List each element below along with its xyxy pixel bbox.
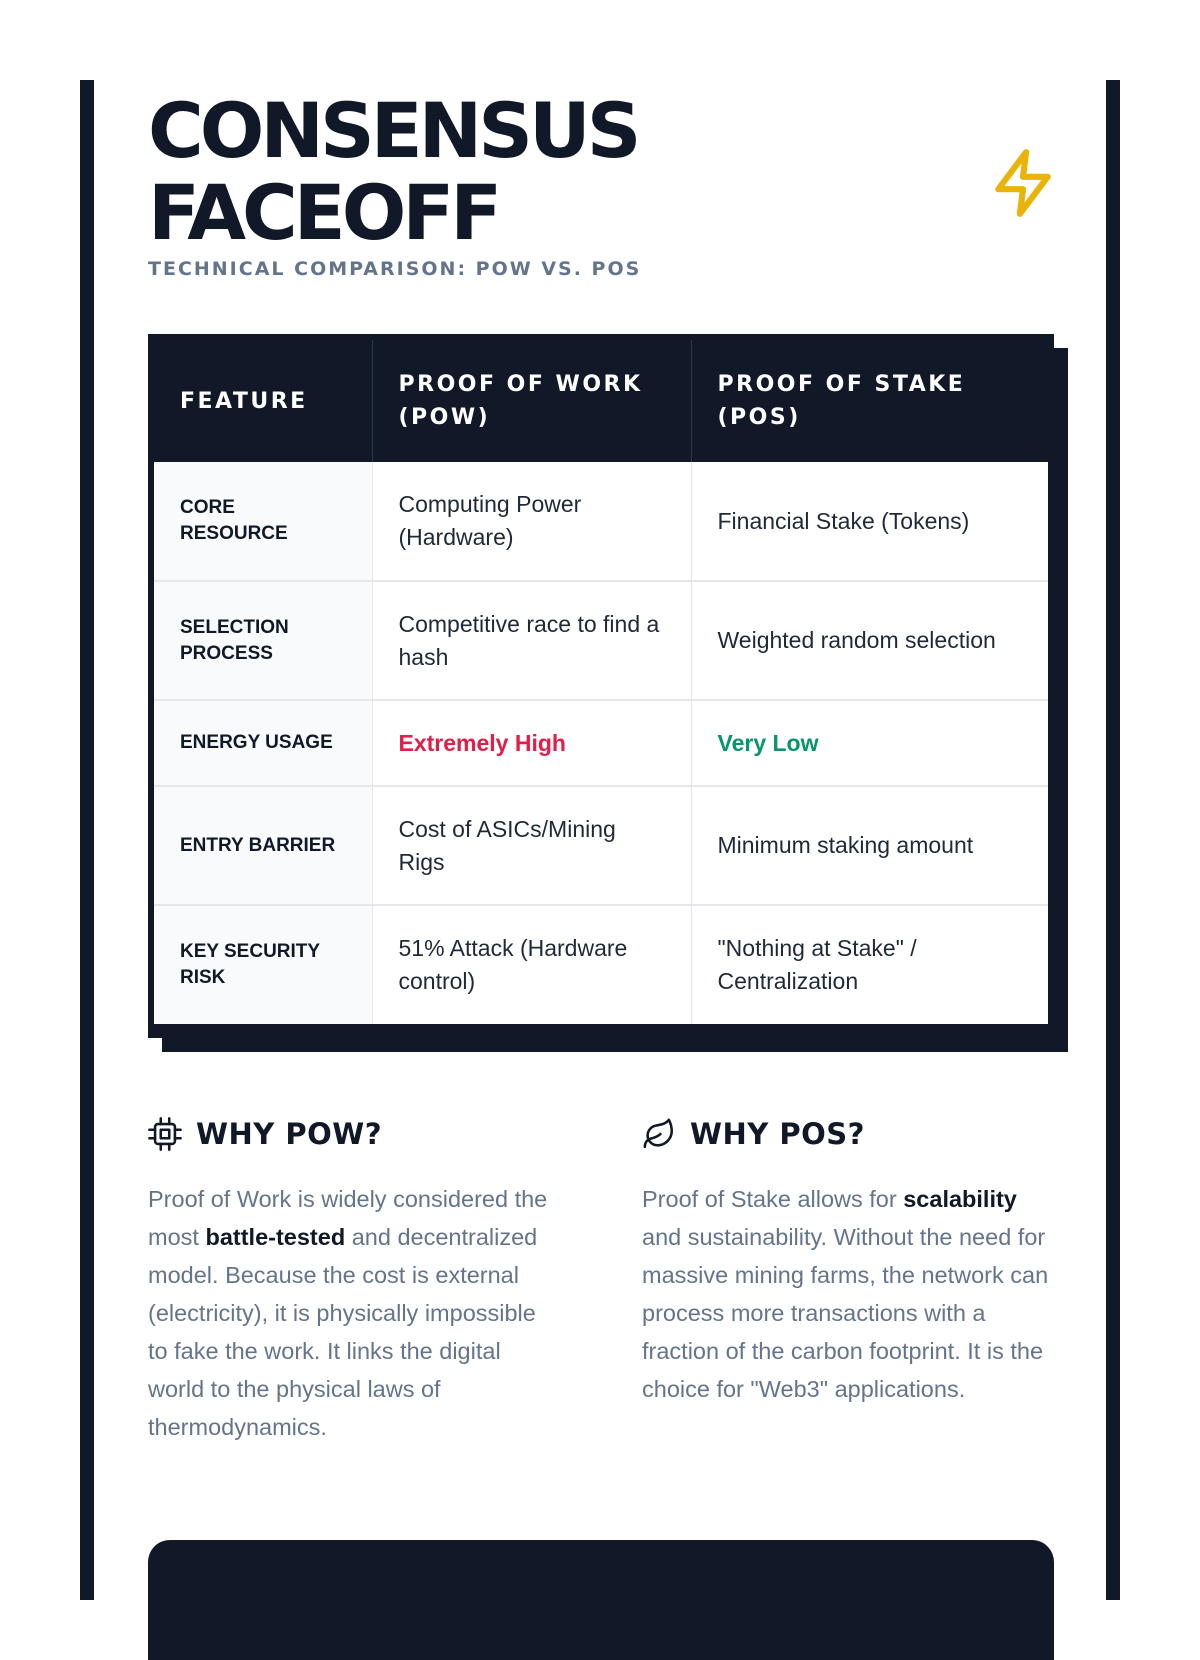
comparison-table-container: [148, 334, 1054, 1038]
why-pow-heading: [148, 1114, 560, 1154]
pow-cell: 51% Attack (Hardware control): [372, 905, 691, 1024]
table-row: [154, 905, 1048, 1024]
table-row: [154, 462, 1048, 581]
header-pow: PROOF OF WORK (POW): [372, 340, 691, 462]
why-pos-emphasis: scalability: [903, 1186, 1017, 1212]
lightning-bolt-icon: [986, 146, 1060, 220]
feature-cell: KEY SECURITY RISK: [154, 905, 372, 1024]
footer-panel: [148, 1540, 1054, 1660]
pos-cell: Minimum staking amount: [691, 786, 1048, 905]
pow-cell: Competitive race to find a hash: [372, 581, 691, 700]
pos-cell: "Nothing at Stake" / Centralization: [691, 905, 1048, 1024]
pos-cell: Financial Stake (Tokens): [691, 462, 1048, 581]
comparison-table: [154, 340, 1048, 1024]
why-pow-text-part: and decentralized model. Because the cost is external (electricity), it is physically impossible to fake the work. It links the digital world to the physical laws of thermodynamics.: [148, 1224, 538, 1440]
cpu-chip-icon: [148, 1117, 182, 1151]
page-border-right: [1106, 80, 1120, 1600]
feature-cell: CORE RESOURCE: [154, 462, 372, 581]
why-pow-section: [148, 1114, 560, 1446]
why-pow-text: [148, 1180, 560, 1446]
pow-cell: Cost of ASICs/Mining Rigs: [372, 786, 691, 905]
why-pos-heading: [642, 1114, 1054, 1154]
page-subtitle: TECHNICAL COMPARISON: POW VS. POS: [148, 258, 642, 280]
why-pos-text: [642, 1180, 1054, 1408]
feature-cell: ENTRY BARRIER: [154, 786, 372, 905]
pos-cell: Weighted random selection: [691, 581, 1048, 700]
page-border-left: [80, 80, 94, 1600]
leaf-icon: [642, 1117, 676, 1151]
why-pow-emphasis: battle-tested: [205, 1224, 346, 1250]
table-frame: [148, 334, 1054, 1038]
why-pow-text-part: Proof of Work is widely considered the most: [148, 1186, 548, 1250]
header-feature: FEATURE: [154, 340, 372, 462]
energy-high-value: Extremely High: [398, 729, 566, 756]
why-pos-text-part: and sustainability. Without the need for massive mining farms, the network can process more transactions with a fraction of the carbon footprint. It is the choice for "Web3" applications.: [642, 1224, 1049, 1402]
pow-cell: Computing Power (Hardware): [372, 462, 691, 581]
energy-low-value: Very Low: [717, 729, 819, 756]
pow-cell: [372, 700, 691, 786]
pos-cell: [691, 700, 1048, 786]
table-header-row: [154, 340, 1048, 462]
table-row: [154, 786, 1048, 905]
table-row: [154, 700, 1048, 786]
why-pos-section: [642, 1114, 1054, 1408]
feature-cell: SELECTION PROCESS: [154, 581, 372, 700]
why-pow-title: WHY POW?: [196, 1117, 383, 1151]
header-pos: PROOF OF STAKE (POS): [691, 340, 1048, 462]
main-content: [148, 86, 1054, 1440]
feature-cell: ENERGY USAGE: [154, 700, 372, 786]
why-pos-title: WHY POS?: [690, 1117, 865, 1151]
table-row: [154, 581, 1048, 700]
why-pos-text-part: Proof of Stake allows for: [642, 1186, 904, 1212]
page-title: CONSENSUS FACEOFF: [148, 86, 638, 257]
